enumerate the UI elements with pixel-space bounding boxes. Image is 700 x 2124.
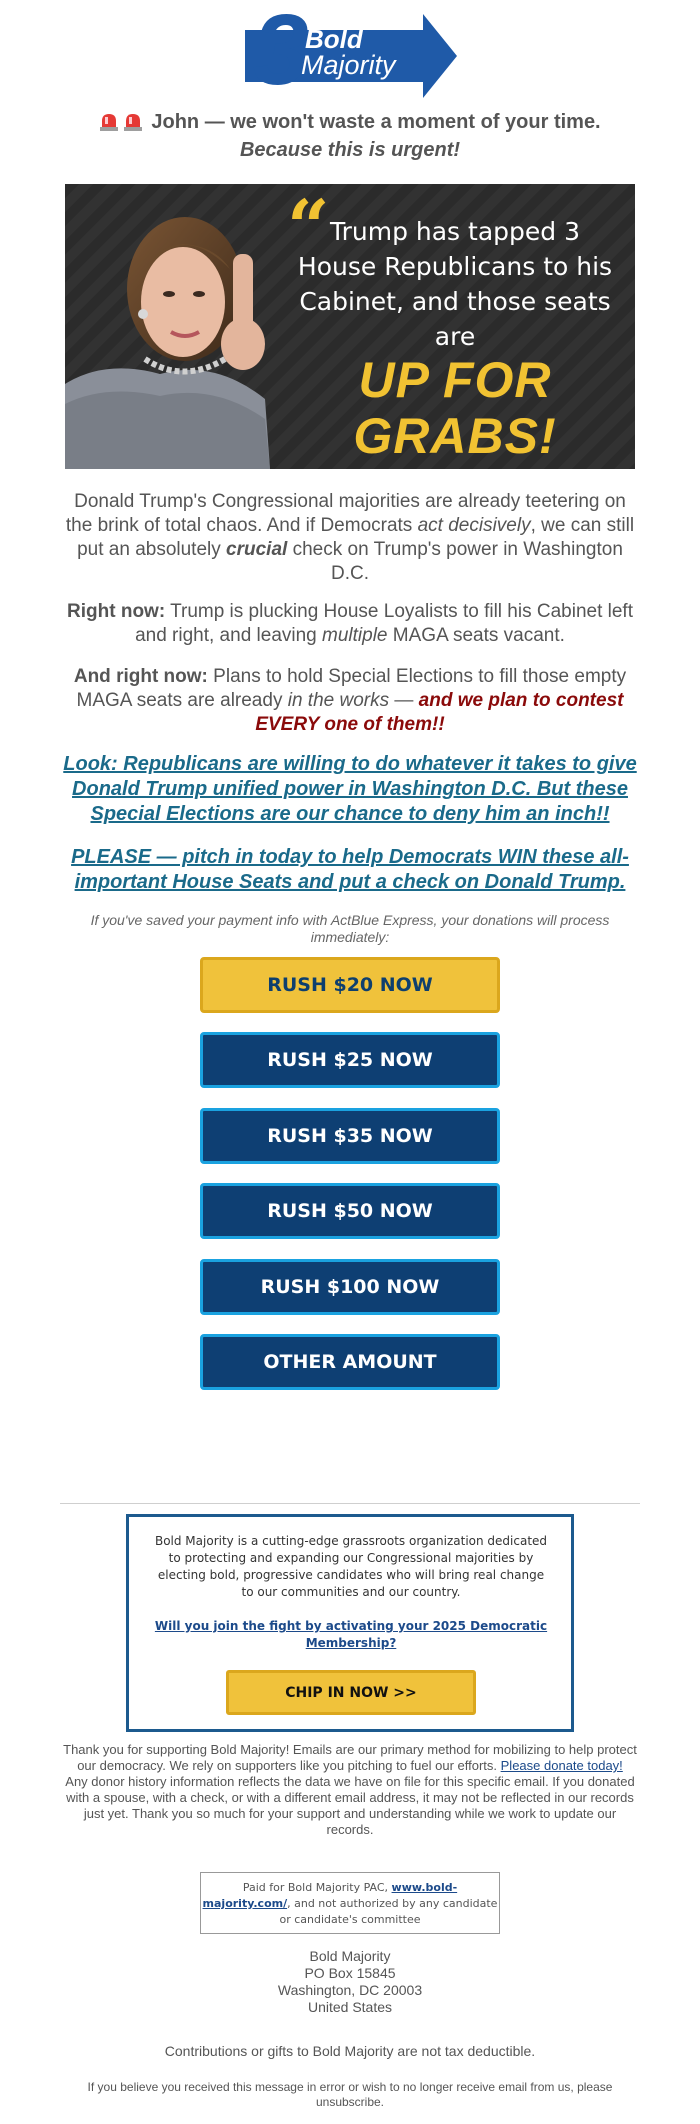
donor-history-text: Any donor history information reflects the data we have on file for this specific email. If you donated with a spouse, with a check, or with a different email address, it may not be reflected in our records just yet. Thank you so much for your support and understanding while we work to update our records. [65,1774,635,1837]
siren-icon [100,114,118,131]
speaker-photo [65,184,280,469]
organization-description: Bold Majority is a cutting-edge grassroots organization dedicated to protecting and expanding our Congressional majorities by electing bold, progressive candidates who will bring real change to our communities and our country. [154,1534,548,1599]
section-divider [60,1503,640,1504]
p3-text-a: Plans to hold Special Elections to fill those empty MAGA seats are already [76,666,627,711]
svg-text:3: 3 [253,2,309,106]
tax-disclaimer: Contributions or gifts to Bold Majority are not tax deductible. [164,2043,536,2059]
p3-dash: — [389,690,419,711]
p2-label: Right now: [67,601,166,622]
logo-word-majority: Majority [301,50,396,80]
bold-majority-logo[interactable] [243,2,457,106]
rush-50-button[interactable]: RUSH $50 NOW [200,1183,500,1239]
logo-graphic [243,2,457,106]
thanks-text: Thank you for supporting Bold Majority! Emails are our primary method for mobilizing to help protect our democracy. We rely on supporters like you pitching to fuel our efforts. [63,1742,637,1773]
address-country: United States [307,1999,393,2015]
p3-red-callout: and we plan to contest EVERY one of them!! [255,690,624,735]
mailing-address [0,1948,700,2016]
p3-label: And right now: [73,666,208,687]
actblue-note: If you've saved your payment info with ActBlue Express, your donations will process immediately: [90,912,610,945]
please-link[interactable]: PLEASE — pitch in today to help Democrats WIN these all-important House Seats and put a check on Donald Trump. [71,846,629,893]
greeting-subline: Because this is urgent! [239,139,461,161]
rush-20-button[interactable]: RUSH $20 NOW [200,957,500,1013]
other-amount-button[interactable]: OTHER AMOUNT [200,1334,500,1390]
p1-text-a: Donald Trump's Congressional majorities are already teetering on the brink of total chaos. And if Democrats [65,491,626,536]
p2-text-a: Trump is plucking House Loyalists to fill his Cabinet left and right, and leaving [135,601,633,646]
rush-35-button[interactable]: RUSH $35 NOW [200,1108,500,1164]
rush-25-button[interactable]: RUSH $25 NOW [200,1032,500,1088]
chip-in-button[interactable]: CHIP IN NOW >> [226,1670,476,1715]
hero-banner[interactable] [65,184,635,469]
body-paragraph-3 [62,665,638,737]
footer-message [60,1742,640,1838]
paid-for-disclaimer [200,1872,500,1934]
address-org: Bold Majority [309,1948,391,1964]
p2-text-c: MAGA seats vacant. [387,625,565,646]
quote-mark: “ [287,185,330,271]
hero-highlight-line2: GRABS! [353,408,557,464]
address-city: Washington, DC 20003 [277,1982,423,1998]
hero-highlight [295,352,615,464]
siren-icons [99,111,143,138]
p1-strong: crucial [226,539,288,560]
body-paragraph-2 [62,600,638,648]
look-link[interactable]: Look: Republicans are willing to do whatever it takes to give Donald Trump unified power in Washington D.C. But these Special Elections are our chance to deny him an inch!! [63,753,637,825]
unsubscribe-text[interactable]: If you believe you received this message in error or wish to no longer receive email from us, please unsubscribe. [87,2080,613,2109]
authorization-text: , and not authorized by any candidate or candidate's committee [279,1897,498,1926]
greeting-line: John — we won't waste a moment of your time. [151,111,601,133]
paid-for-text: Paid for Bold Majority PAC, [242,1881,392,1894]
hero-highlight-line1: UP FOR [358,352,552,408]
p2-emphasis: multiple [322,625,388,646]
p1-text-c: , we can still put an absolutely [77,515,635,560]
p3-emphasis: in the works [287,690,390,711]
address-po-box: PO Box 15845 [304,1965,396,1981]
rush-100-button[interactable]: RUSH $100 NOW [200,1259,500,1315]
membership-box [126,1514,574,1732]
p1-emphasis: act decisively [417,515,531,536]
membership-link[interactable]: Will you join the fight by activating your 2025 Democratic Membership? [154,1619,548,1650]
siren-icon [124,114,142,131]
body-paragraph-1 [62,490,638,586]
donate-link[interactable]: Please donate today! [500,1758,623,1773]
logo-word-bold: Bold [305,24,363,54]
greeting [0,110,700,163]
website-link[interactable]: www.bold-majority.com/ [202,1881,458,1910]
p1-text-e: check on Trump's power in Washington D.C. [287,539,623,584]
hero-quote-text: Trump has tapped 3 House Republicans to his Cabinet, and those seats are [297,217,613,351]
